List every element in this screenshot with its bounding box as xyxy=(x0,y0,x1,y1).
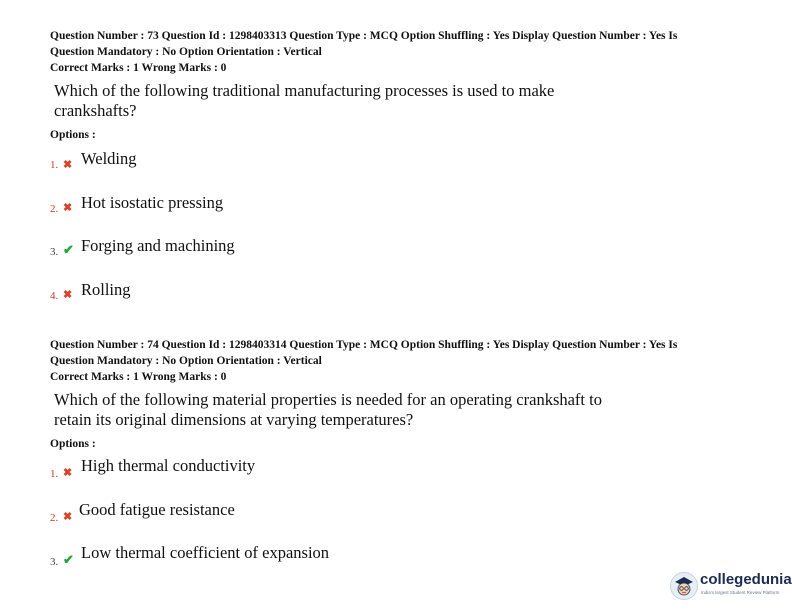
options-list xyxy=(50,147,750,321)
option-1 xyxy=(50,147,750,191)
cross-icon: ✖ xyxy=(63,201,73,214)
option-3 xyxy=(50,543,750,587)
cross-icon: ✖ xyxy=(63,510,73,523)
option-text: Welding xyxy=(81,149,137,168)
question-74 xyxy=(50,337,750,587)
option-text: Low thermal coefficient of expansion xyxy=(81,543,330,562)
option-3 xyxy=(50,234,750,278)
option-number: 1. xyxy=(50,468,59,480)
option-2 xyxy=(50,191,750,235)
question-text: Which of the following material properties is needed for an operating crankshaft to retain its original dimensions at varying temperatures? xyxy=(54,390,602,429)
option-text: Good fatigue resistance xyxy=(79,499,235,519)
meta-line: Correct Marks : 1 Wrong Marks : 0 xyxy=(50,62,227,74)
option-text: Rolling xyxy=(81,279,131,299)
option-number: 1. xyxy=(50,159,59,171)
option-number: 2. xyxy=(50,511,59,524)
cross-icon: ✖ xyxy=(63,467,73,479)
option-4 xyxy=(50,278,750,322)
question-meta xyxy=(50,28,750,76)
option-number: 2. xyxy=(50,202,59,215)
mascot-icon xyxy=(670,572,698,600)
option-number: 4. xyxy=(50,289,59,302)
question-meta xyxy=(50,337,750,385)
brand-tagline: India's largest Student Review Platform xyxy=(701,590,780,595)
option-number: 3. xyxy=(50,246,59,258)
check-icon: ✔ xyxy=(63,242,74,257)
meta-line: Question Mandatory : No Option Orientation : Vertical xyxy=(50,46,322,58)
cross-icon: ✖ xyxy=(63,288,73,301)
option-1 xyxy=(50,456,750,500)
option-number: 3. xyxy=(50,556,59,568)
question-text: Which of the following traditional manufacturing processes is used to make crankshafts? xyxy=(54,81,555,120)
option-text: High thermal conductivity xyxy=(81,456,256,475)
options-label: Options : xyxy=(50,438,96,450)
meta-line: Question Mandatory : No Option Orientation : Vertical xyxy=(50,355,322,367)
meta-line: Correct Marks : 1 Wrong Marks : 0 xyxy=(50,371,227,383)
option-text: Hot isostatic pressing xyxy=(81,192,224,212)
check-icon: ✔ xyxy=(63,552,74,567)
collegedunia-watermark xyxy=(670,568,792,604)
brand-name: collegedunia xyxy=(700,571,792,588)
options-list xyxy=(50,456,750,587)
options-label: Options : xyxy=(50,129,96,141)
meta-line: Question Number : 74 Question Id : 1298403314 Question Type : MCQ Option Shuffling : Yes Display Question Number : Yes Is xyxy=(50,339,678,351)
question-73 xyxy=(50,28,750,321)
option-2 xyxy=(50,500,750,544)
option-text: Forging and machining xyxy=(81,236,235,255)
meta-line: Question Number : 73 Question Id : 1298403313 Question Type : MCQ Option Shuffling : Yes Display Question Number : Yes Is xyxy=(50,30,678,42)
cross-icon: ✖ xyxy=(63,159,73,171)
